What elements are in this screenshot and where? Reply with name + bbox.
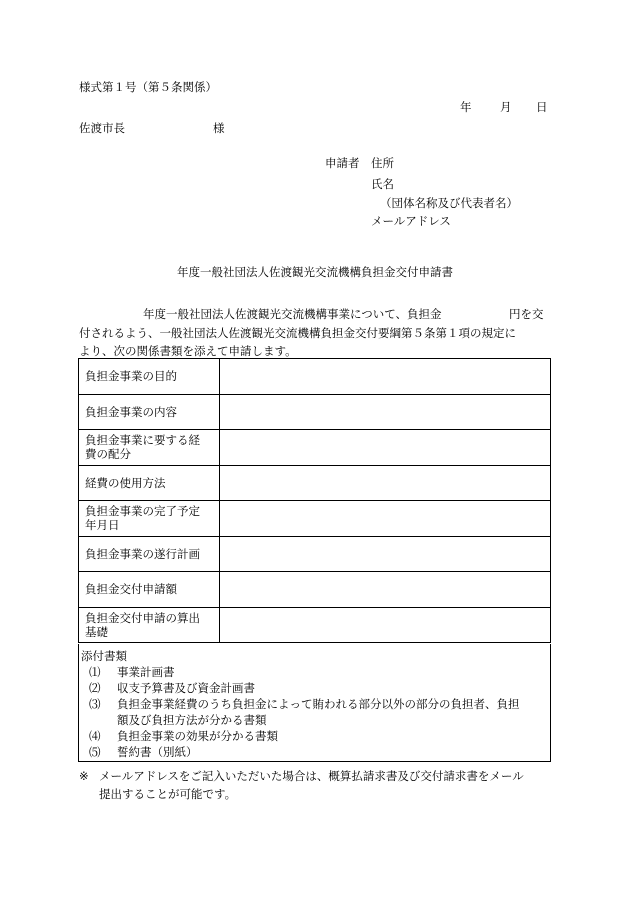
attachments-section — [78, 644, 551, 762]
applicant-label: 申請者 — [325, 156, 360, 170]
row-value[interactable] — [220, 394, 551, 430]
attachment-item: ⑸ 誓約書（別紙） — [89, 745, 198, 759]
attachment-item: ⑷ 負担金事業の効果が分かる書類 — [89, 729, 278, 743]
addressee-honorific: 様 — [213, 121, 225, 135]
row-value[interactable] — [220, 501, 551, 537]
footnote-line-1: ※ メールアドレスをご記入いただいた場合は、概算払請求書及び交付請求書をメール — [79, 769, 524, 783]
form-number: 様式第１号（第５条関係） — [79, 80, 217, 94]
email-label: メールアドレス — [371, 214, 451, 228]
row-value[interactable] — [220, 536, 551, 572]
org-name-note: （団体名称及び代表者名） — [380, 196, 518, 210]
table-row — [79, 501, 551, 537]
footnote — [79, 767, 559, 803]
attachment-item: ⑴ 事業計画書 — [89, 665, 175, 679]
attachment-item-continuation: 額及び負担方法が分かる書類 — [117, 713, 267, 727]
table-row — [79, 572, 551, 608]
table-row — [79, 536, 551, 572]
application-table — [78, 358, 551, 643]
addressee: 佐渡市長 — [79, 121, 125, 135]
attachment-item: ⑵ 収支予算書及び資金計画書 — [89, 681, 255, 695]
intro-line-1a: 年度一般社団法人佐渡観光交流機構事業について、負担金 — [143, 307, 442, 321]
intro-line-1b: 円を交 — [509, 307, 544, 321]
address-label: 住所 — [371, 156, 394, 170]
date-month: 月 — [500, 100, 512, 114]
row-label: 負担金事業の完了予定 年月日 — [79, 501, 220, 537]
row-label: 負担金事業に要する経 費の配分 — [79, 430, 220, 466]
table-row — [79, 359, 551, 395]
date-day: 日 — [536, 100, 548, 114]
note-mark: ※ — [79, 769, 89, 783]
row-value[interactable] — [220, 430, 551, 466]
table-row — [79, 607, 551, 643]
row-label: 負担金事業の遂行計画 — [79, 536, 220, 572]
attachment-item: ⑶ 負担金事業経費のうち負担金によって賄われる部分以外の部分の負担者、負担 — [89, 697, 520, 711]
table-row — [79, 430, 551, 466]
row-value[interactable] — [220, 359, 551, 395]
document-title: 年度一般社団法人佐渡観光交流機構負担金交付申請書 — [177, 265, 453, 279]
intro-paragraph — [79, 305, 549, 361]
row-value[interactable] — [220, 572, 551, 608]
row-label: 経費の使用方法 — [79, 465, 220, 501]
attachments-heading: 添付書類 — [81, 649, 127, 663]
row-label: 負担金事業の内容 — [79, 394, 220, 430]
intro-line-1 — [79, 305, 549, 324]
intro-line-3: より、次の関係書類を添えて申請します。 — [79, 344, 297, 358]
name-label: 氏名 — [371, 177, 394, 191]
table-row — [79, 465, 551, 501]
row-label: 負担金交付申請額 — [79, 572, 220, 608]
row-value[interactable] — [220, 607, 551, 643]
row-label: 負担金事業の目的 — [79, 359, 220, 395]
footnote-line-2: 提出することが可能です。 — [99, 787, 237, 801]
row-label: 負担金交付申請の算出 基礎 — [79, 607, 220, 643]
date-year: 年 — [460, 100, 472, 114]
table-row — [79, 394, 551, 430]
intro-line-2: 付されるよう、一般社団法人佐渡観光交流機構負担金交付要綱第５条第１項の規定に — [79, 325, 516, 340]
row-value[interactable] — [220, 465, 551, 501]
